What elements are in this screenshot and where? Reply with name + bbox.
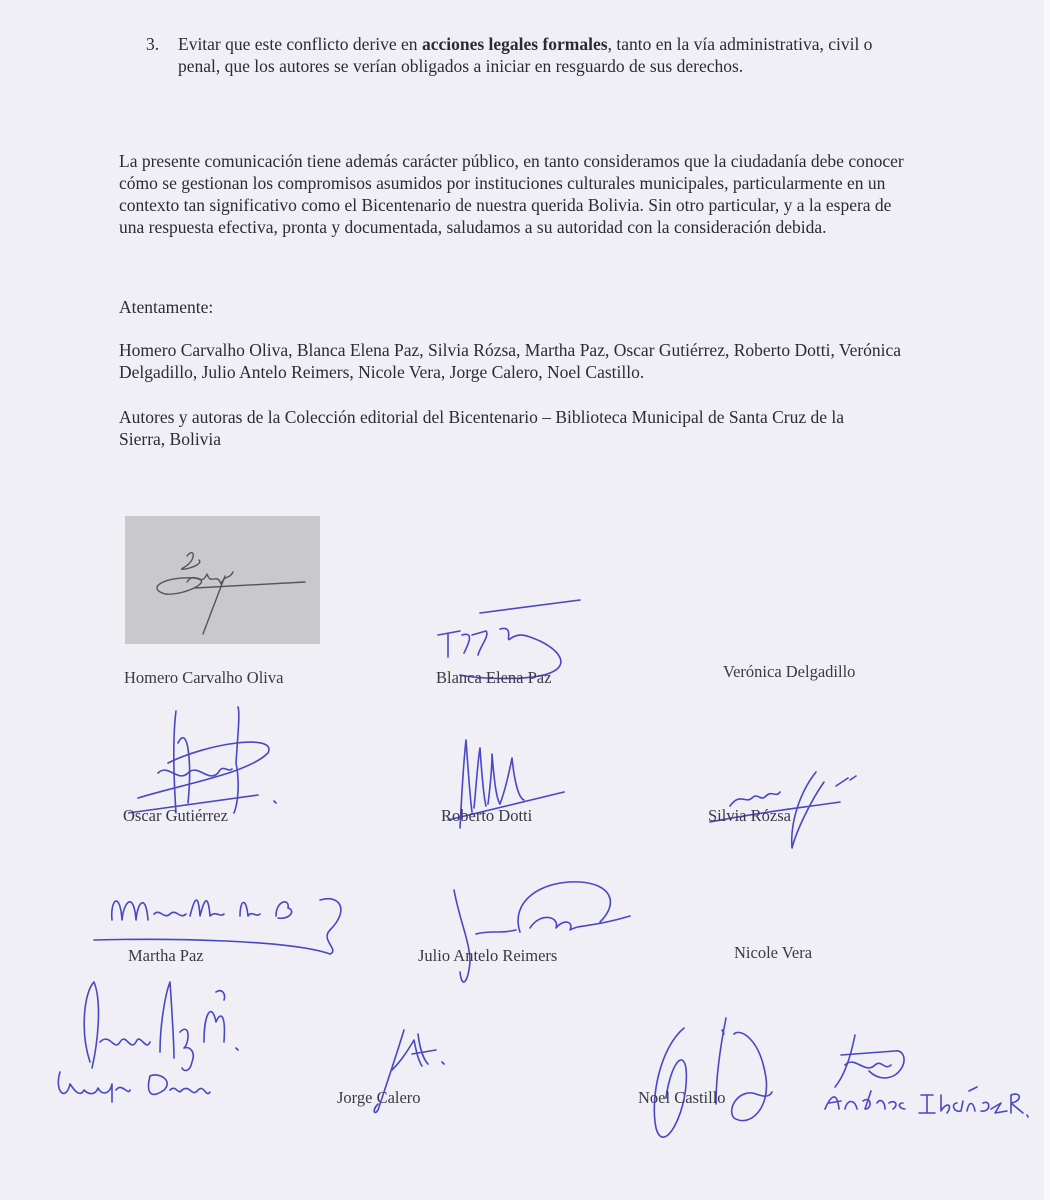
signature-label-blanca: Blanca Elena Paz xyxy=(436,668,552,687)
signature-label-jorge: Jorge Calero xyxy=(337,1088,421,1107)
list-item-text: Evitar que este conflicto derive en acciones legales formales, tanto en la vía administrativa, civil o penal, que los autores se verían obligados a iniciar en resguardo de sus derechos. xyxy=(178,34,873,76)
signature-scribble-icon xyxy=(125,516,320,644)
paragraph-public-communication: La presente comunicación tiene además carácter público, en tanto consideramos que la ciudadanía debe conocer cómo se gestionan los compromisos asumidos por instituciones culturales municipales, particularmente en un contexto tan significativo como el Bicentenario de nuestra querida Bolivia. Sin otro particular, y a la espera de una respuesta efectiva, pronta y documentada, saludamos a su autoridad con la consideración debida. xyxy=(119,151,904,237)
signature-noel-icon xyxy=(630,1008,800,1158)
signature-andres-icon xyxy=(815,1025,1035,1125)
signature-label-martha: Martha Paz xyxy=(128,946,204,965)
affiliation: Autores y autoras de la Colección editorial del Bicentenario – Biblioteca Municipal de Santa Cruz de la Sierra, Bolivia xyxy=(119,407,845,449)
authors-list: Homero Carvalho Oliva, Blanca Elena Paz, Silvia Rózsa, Martha Paz, Oscar Gutiérrez, Roberto Dotti, Verónica Delgadillo, Julio Antelo Reimers, Nicole Vera, Jorge Calero, Noel Castillo. xyxy=(119,340,902,382)
signature-image-homero xyxy=(125,516,320,644)
signature-jorge-icon xyxy=(358,1020,448,1120)
signature-label-silvia: Silvia Rózsa xyxy=(708,806,791,825)
signature-julio-icon xyxy=(440,872,640,992)
signature-label-oscar: Oscar Gutiérrez xyxy=(123,806,228,825)
signature-label-homero: Homero Carvalho Oliva xyxy=(124,668,284,687)
list-number: 3. xyxy=(146,34,160,54)
signature-label-noel: Noel Castillo xyxy=(638,1088,726,1107)
closing-salutation: Atentamente: xyxy=(119,297,214,317)
signature-label-nicole: Nicole Vera xyxy=(734,943,813,962)
signature-label-julio: Julio Antelo Reimers xyxy=(418,946,558,965)
emphasis-legal-actions: acciones legales formales xyxy=(421,34,608,54)
signature-label-roberto: Roberto Dotti xyxy=(441,806,533,825)
page-edge xyxy=(1044,0,1050,1200)
signature-daniela-icon xyxy=(40,972,280,1112)
signature-label-veronica: Verónica Delgadillo xyxy=(723,662,856,681)
